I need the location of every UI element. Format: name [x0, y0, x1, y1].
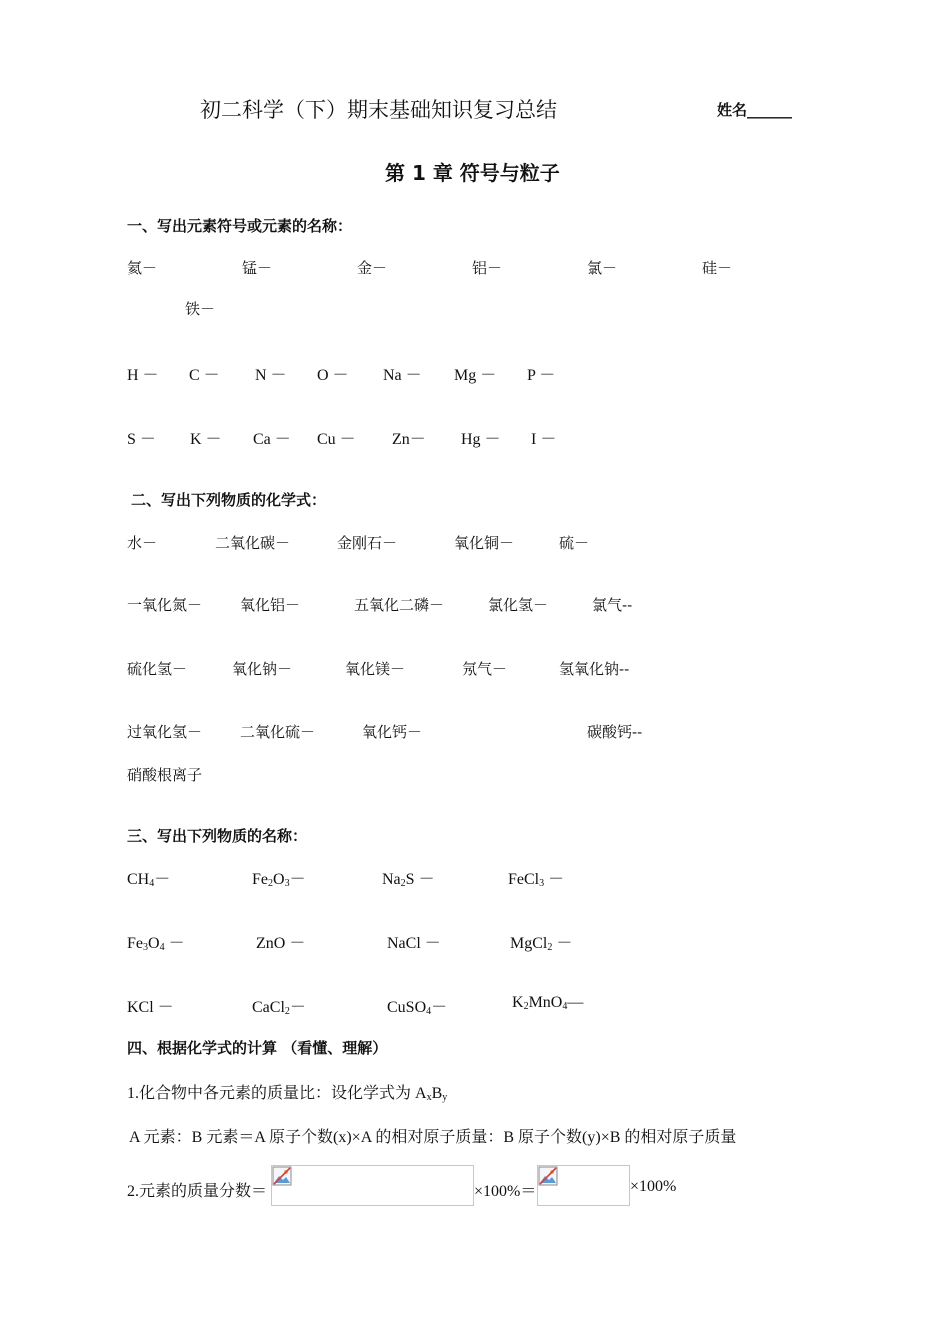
substance-item: 氢氧化钠-- [559, 660, 630, 678]
symbol-item: K － [190, 431, 222, 448]
formula-item: $Na_2S$ － [382, 871, 435, 889]
formula-item: KCl － [127, 999, 174, 1016]
fraction-image-1 [271, 1165, 474, 1206]
symbol-item: H － [127, 367, 159, 384]
substance-item: 硝酸根离子 [127, 766, 203, 784]
substance-item: 氧化钙－ [362, 723, 423, 741]
symbol-item: S － [127, 431, 156, 448]
substance-item: 氯化氢－ [488, 596, 549, 614]
symbol-item: O － [317, 367, 349, 384]
element-item: 氦－ [127, 259, 158, 277]
mass-ratio-formula: A 元素：B 元素＝A 原子个数(x)×A 的相对原子质量：B 原子个数(y)×B 的相对原子质量 [129, 1129, 737, 1146]
symbol-item: Cu － [317, 431, 356, 448]
substance-item: 氧化铝－ [240, 596, 301, 614]
section4-heading: 四、根据化学式的计算 （看懂、理解） [127, 1039, 388, 1057]
formula-item: NaCl － [387, 935, 441, 952]
element-item: 铝－ [472, 259, 503, 277]
symbol-item: Mg － [454, 367, 497, 384]
substance-item: 碳酸钙-- [587, 723, 643, 741]
formula-item: MgCl$_2$ － [510, 935, 573, 953]
symbol-item: I － [531, 431, 557, 448]
mass-fraction-mid: ×100%＝ [474, 1183, 537, 1200]
section1-heading: 一、写出元素符号或元素的名称： [127, 217, 353, 235]
name-field-label: 姓名______ [717, 101, 793, 119]
section2-heading: 二、写出下列物质的化学式： [131, 491, 327, 509]
substance-item: 一氧化氮－ [127, 596, 203, 614]
substance-item: 硫－ [559, 534, 590, 552]
formula-item: $Fe_2O_3-$ [252, 871, 306, 889]
substance-item: 过氧化氢－ [127, 723, 203, 741]
formula-item: $Fe_3O_4$ － [127, 935, 185, 953]
formula-item: FeCl$_3$ － [508, 871, 565, 889]
fraction-image-2 [537, 1165, 630, 1206]
substance-item: 五氧化二磷－ [354, 596, 445, 614]
substance-item: 二氧化硫－ [240, 723, 316, 741]
mass-fraction-prefix: 2.元素的质量分数＝ [127, 1183, 268, 1200]
symbol-item: P － [527, 367, 556, 384]
chapter-title: 第 1 章 符号与粒子 [385, 161, 560, 185]
substance-item: 水－ [127, 534, 158, 552]
document-title: 初二科学（下）期末基础知识复习总结 [200, 98, 557, 122]
symbol-item: Na － [383, 367, 422, 384]
element-item: 铁－ [185, 300, 216, 318]
substance-item: 二氧化碳－ [215, 534, 291, 552]
element-item: 锰－ [242, 259, 273, 277]
element-item: 氯－ [587, 259, 618, 277]
formula-item: CaCl$_2$－ [252, 999, 306, 1017]
broken-image-icon [538, 1166, 558, 1186]
element-item: 硅－ [702, 259, 733, 277]
formula-item: $K_2MnO_4—$ [512, 994, 584, 1012]
substance-item: 氯气-- [592, 596, 633, 614]
symbol-item: Zn－ [392, 431, 426, 448]
mass-fraction-suffix: ×100% [630, 1178, 677, 1195]
substance-item: 金刚石－ [337, 534, 398, 552]
formula-item: CuSO$_4$－ [387, 999, 448, 1017]
broken-image-icon [272, 1166, 292, 1186]
substance-item: 氖气－ [462, 660, 508, 678]
symbol-item: N － [255, 367, 287, 384]
symbol-item: Ca － [253, 431, 291, 448]
formula-item: ZnO － [256, 935, 306, 952]
symbol-item: C － [189, 367, 220, 384]
formula-item: $CH_4-$ [127, 871, 171, 889]
substance-item: 氧化铜－ [454, 534, 515, 552]
substance-item: 氧化镁－ [345, 660, 406, 678]
symbol-item: Hg － [461, 431, 501, 448]
substance-item: 硫化氢－ [127, 660, 188, 678]
substance-item: 氧化钠－ [232, 660, 293, 678]
mass-ratio-line: 1.化合物中各元素的质量比：设化学式为 $A_xB_y$ [127, 1085, 448, 1103]
section3-heading: 三、写出下列物质的名称： [127, 827, 308, 845]
element-item: 金－ [357, 259, 388, 277]
